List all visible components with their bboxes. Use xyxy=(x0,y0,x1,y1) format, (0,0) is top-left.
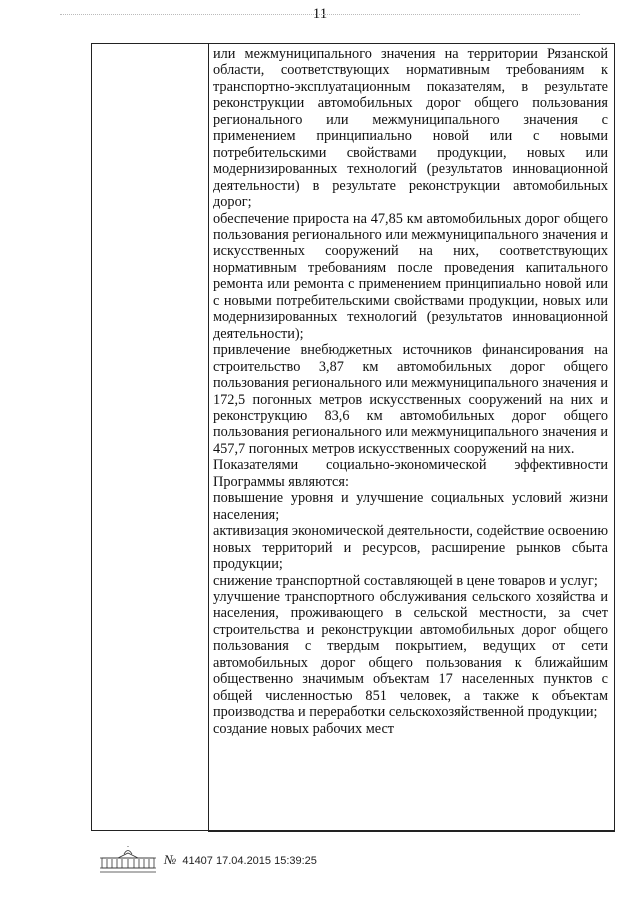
table-right-column xyxy=(209,44,614,830)
bottom-rule xyxy=(208,831,615,832)
paragraph-5: повышение уровня и улучшение социальных условий жизни населения; xyxy=(213,490,608,523)
page-number: 11 xyxy=(312,6,328,22)
paragraph-9: создание новых рабочих мест xyxy=(213,720,395,737)
scan-artifact-line xyxy=(60,14,580,17)
paragraph-2: обеспечение прироста на 47,85 км автомобильных дорог общего пользования регионального или межмуниципального значения и искусственных сооружений на них, соответствующих нормативным требованиям после проведения капитального ремонта или ремонта с применением принципиально новой или с новыми потребительскими свойствами продукции, новых или модернизированных технологий (результатов инновационной деятельности); xyxy=(213,210,608,342)
paragraph-8: улучшение транспортного обслуживания сельского хозяйства и населения, проживающего в сельской местности, за счет строительства и реконструкции автомобильных дорог общего пользования с твердым покрытием, ведущих от сети автомобильных дорог общего пользования к ближайшим общественно значимым объектам 17 населенных пунктов с общей численностью 851 человек, а также к объектам производства и переработки сельскохозяйственной продукции; xyxy=(213,588,608,721)
paragraph-1: или межмуниципального значения на территории Рязанской области, соответствующих нормативным требованиям к транспортно-эксплуатационным показателям, в результате реконструкции автомобильных дорог общего пользования регионального или межмуниципального значения с применением принципиально новой или с новыми потребительскими свойствами продукции, новых или модернизированных технологий (результатов инновационной деятельности) в результате реконструкции автомобильных дорог; xyxy=(213,46,608,211)
document-number: 41407 xyxy=(182,855,213,867)
registration-stamp xyxy=(164,852,317,868)
government-building-logo xyxy=(98,846,158,874)
number-sign: № xyxy=(164,852,177,867)
footer xyxy=(98,845,317,875)
document-table xyxy=(91,43,615,831)
paragraph-6: активизация экономической деятельности, содействие освоению новых территорий и ресурсов, расширение рынков сбыта продукции; xyxy=(213,523,608,573)
paragraph-4: Показателями социально-экономической эффективности Программы являются: xyxy=(213,457,608,490)
registration-timestamp: 17.04.2015 15:39:25 xyxy=(215,855,317,867)
table-left-column xyxy=(92,44,209,830)
paragraph-7: снижение транспортной составляющей в цене товаров и услуг; xyxy=(213,572,598,589)
paragraph-3: привлечение внебюджетных источников финансирования на строительство 3,87 км автомобильных дорог общего пользования регионального или межмуниципального значения и 172,5 погонных метров искусственных сооружений на них и реконструкцию 83,6 км автомобильных дорог общего пользования регионального или межмуниципального значения и 457,7 погонных метров искусственных сооружений на них. xyxy=(213,342,608,457)
